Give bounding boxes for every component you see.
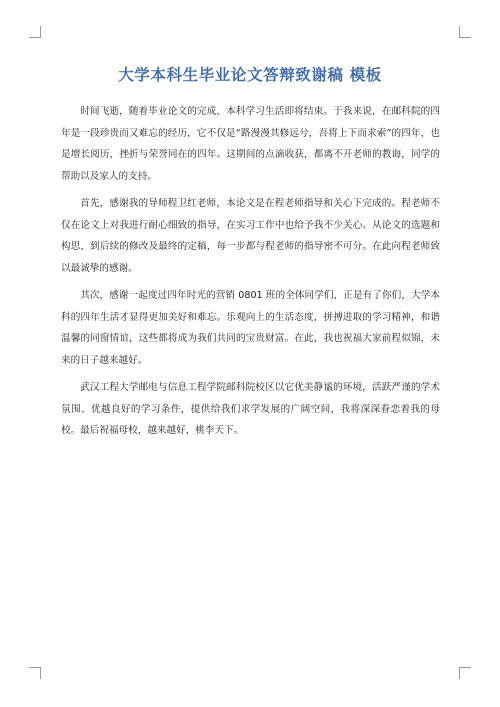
paragraph-thanks-advisor: 首先，感谢我的导师程卫红老师，本论文是在程老师指导和关心下完成的。程老师不仅在论文上对我进行耐心细致的指导，在实习工作中也给予我不少关心。从论文的选题和构思，到后续的修改及最终的定稿，每一步都与程老师的指导密不可分。在此向程老师致以最诚挚的感谢。: [61, 198, 440, 274]
corner-mark-top-right: [459, 26, 471, 38]
paragraph-intro: 时间飞逝，随着毕业论文的完成，本科学习生活即将结束。于我来说，在邮科院的四年是一段珍贵而又难忘的经历，它不仅是“路漫漫其修远兮，吾将上下而求索”的四年，也是增长阅历，挫折与荣誉同在的四年。这期间的点滴收获，都离不开老师的教诲，同学的帮助以及家人的支持。: [61, 106, 440, 182]
paragraph-thanks-school: 武汉工程大学邮电与信息工程学院邮科院校区以它优美静谧的环境，活跃严谨的学术氛围、优越良好的学习条件，提供给我们求学发展的广阔空间，我将深深眷恋着我的母校。最后祝福母校，越来越好，桃李天下。: [61, 382, 440, 436]
corner-mark-top-left: [29, 26, 41, 38]
document-body: [61, 101, 440, 448]
document-title: 大学本科生毕业论文答辩致谢稿 模板: [118, 66, 382, 84]
paragraph-thanks-classmates: 其次，感谢一起度过四年时光的营销 0801 班的全体同学们，正是有了你们，大学本科的四年生活才显得更加美好和难忘。乐观向上的生活态度，拼搏进取的学习精神，和谐温馨的同窗情谊，这些都将成为我们共同的宝贵财富。在此，我也祝福大家前程似锦，未来的日子越来越好。: [61, 290, 440, 366]
corner-mark-bottom-right: [459, 667, 471, 679]
corner-mark-bottom-left: [29, 667, 41, 679]
